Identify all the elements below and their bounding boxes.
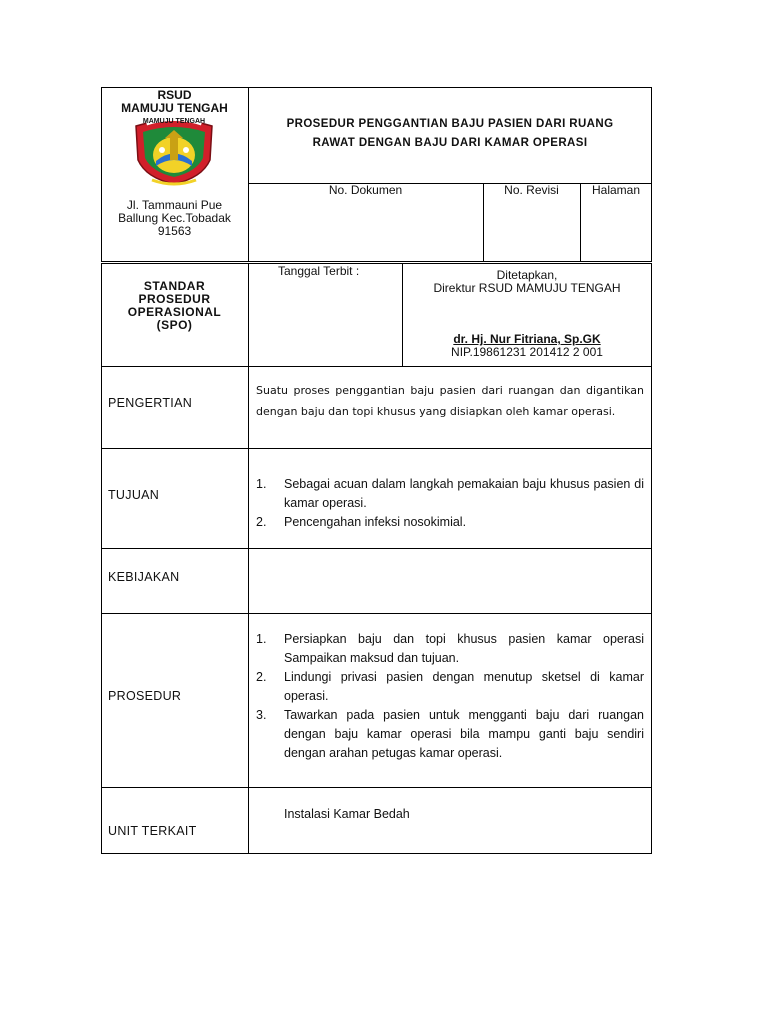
section-label-unit-terkait: UNIT TERKAIT <box>108 824 197 838</box>
section-label-pengertian: PENGERTIAN <box>108 396 193 410</box>
section-label-kebijakan: KEBIJAKAN <box>108 570 180 584</box>
list-item-text: Pencengahan infeksi nosokimial. <box>284 515 467 529</box>
section-label-tujuan: TUJUAN <box>108 488 160 502</box>
spo-title-line4: (SPO) <box>156 318 193 332</box>
list-item-text: Lindungi privasi pasien dengan menutup sketsel di kamar operasi. <box>284 670 644 703</box>
pengertian-text: Suatu proses penggantian baju pasien dari ruangan dan digantikan dengan baju dan topi khusus yang disiapkan oleh kamar operasi. <box>256 384 644 418</box>
list-item-number: 1. <box>256 632 267 646</box>
list-item <box>256 513 644 532</box>
org-name-line2: MAMUJU TENGAH <box>121 101 228 115</box>
regency-crest-icon <box>132 116 216 186</box>
list-item <box>256 706 644 763</box>
decree-line1: Ditetapkan, <box>496 268 558 282</box>
section-label-prosedur: PROSEDUR <box>108 689 182 703</box>
tujuan-list <box>256 475 644 532</box>
list-item <box>256 630 644 668</box>
header-divider <box>248 87 249 262</box>
document-title-line1: PROSEDUR PENGGANTIAN BAJU PASIEN DARI RUANG <box>286 118 614 130</box>
list-item <box>256 475 644 513</box>
spo-label-divider <box>248 263 249 854</box>
doc-number-label: No. Dokumen <box>328 183 403 197</box>
list-item-text: Persiapkan baju dan topi khusus pasien kamar operasi Sampaikan maksud dan tujuan. <box>284 632 644 665</box>
unit-terkait-text: Instalasi Kamar Bedah <box>284 807 410 821</box>
prosedur-list <box>256 630 644 763</box>
list-item-number: 2. <box>256 670 267 684</box>
signatory-name: dr. Hj. Nur Fitriana, Sp.GK <box>453 332 601 346</box>
issue-date-label: Tanggal Terbit : <box>278 264 360 278</box>
address-line1: Jl. Tammauni Pue <box>126 198 223 212</box>
address-line3: 91563 <box>157 224 192 238</box>
row-divider-3 <box>101 548 652 549</box>
list-item-text: Sebagai acuan dalam langkah pemakaian baju khusus pasien di kamar operasi. <box>284 477 644 510</box>
row-divider-1 <box>101 366 652 367</box>
address-line2: Ballung Kec.Tobadak <box>118 211 231 225</box>
document-title-line2: RAWAT DENGAN BAJU DARI KAMAR OPERASI <box>312 137 588 149</box>
logo-text: MAMUJU TENGAH <box>142 118 206 125</box>
list-item <box>256 668 644 706</box>
revision-label: No. Revisi <box>504 183 559 197</box>
list-item-number: 2. <box>256 515 267 529</box>
list-item-number: 3. <box>256 708 267 722</box>
row-divider-5 <box>101 787 652 788</box>
decree-line2: Direktur RSUD MAMUJU TENGAH <box>433 281 621 295</box>
spo-title-line3: OPERASIONAL <box>127 305 222 319</box>
signatory-nip: NIP.19861231 201412 2 001 <box>451 345 603 359</box>
page-label: Halaman <box>591 183 641 197</box>
list-item-text: Tawarkan pada pasien untuk mengganti baju dari ruangan dengan baju kamar operasi bila mampu ganti baju sendiri dengan arahan petugas kamar operasi. <box>284 708 644 760</box>
list-item-number: 1. <box>256 477 267 491</box>
spo-title-line2: PROSEDUR <box>138 292 211 306</box>
spo-title-line1: STANDAR <box>143 279 206 293</box>
hospital-logo <box>132 116 216 186</box>
row-divider-4 <box>101 613 652 614</box>
row-divider-2 <box>101 448 652 449</box>
org-name-line1: RSUD <box>157 88 192 102</box>
